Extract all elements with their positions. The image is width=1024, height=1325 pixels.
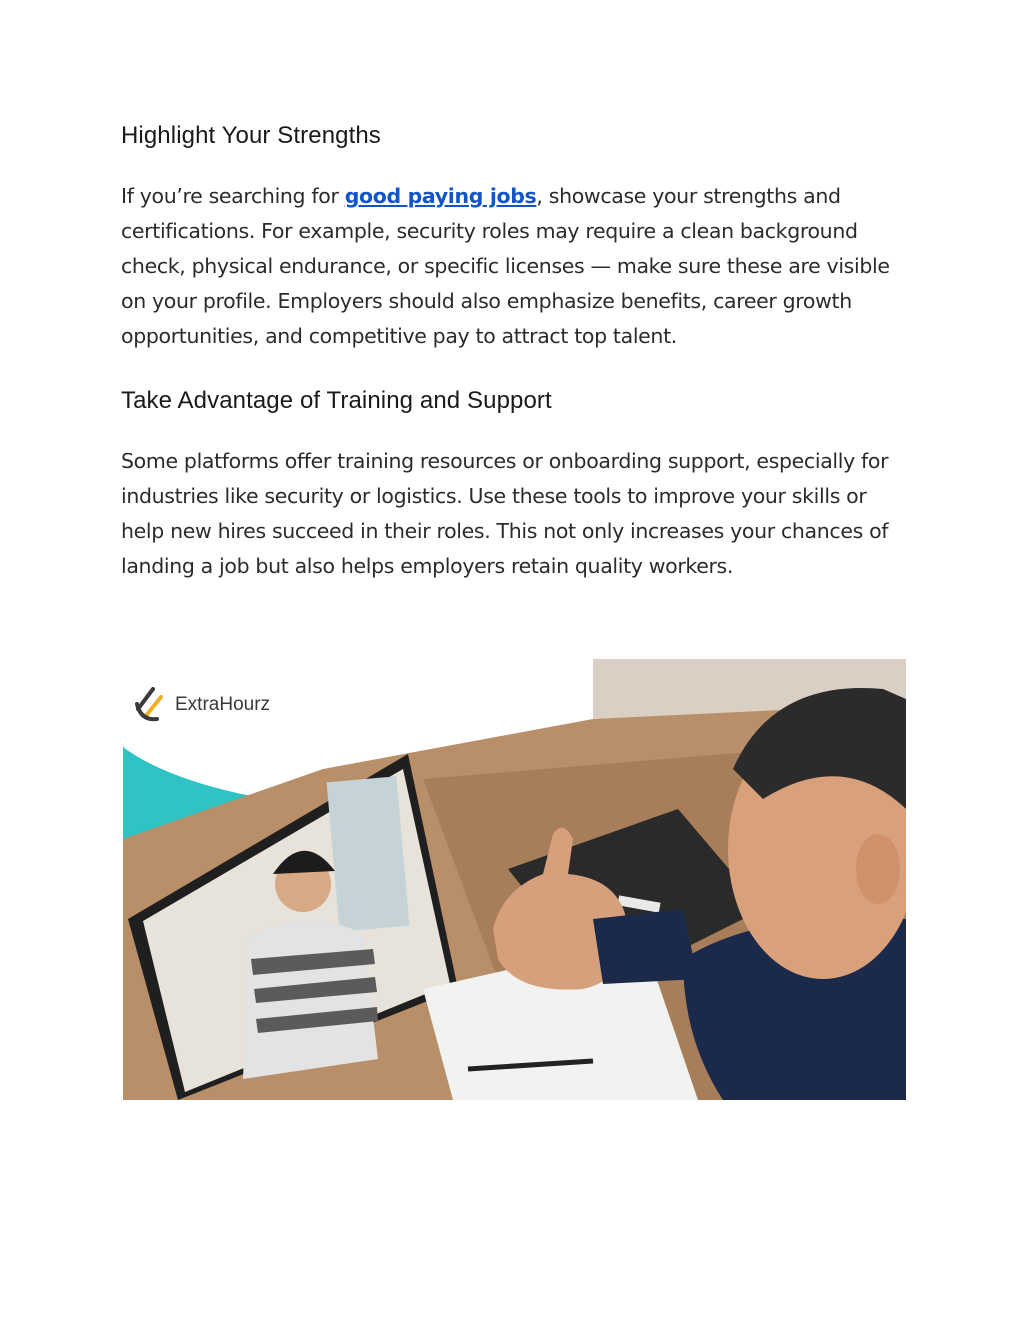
paragraph-text: , showcase your strengths and certifications. For example, security roles may require a clean background check, physical endurance, or specific licenses — make sure these are visible on your profile. Employers should also emphasize benefits, career growth opportunities, and competitive pay to attract top talent. [121,184,890,348]
paragraph-text: If you’re searching for [121,184,345,208]
paragraph-training: Some platforms offer training resources or onboarding support, especially for industries like security or logistics. Use these tools to improve your skills or help new hires succeed in their roles. This not only increases your chances of landing a job but also helps employers retain quality workers. [121,449,889,578]
logo-text: ExtraHourz [175,694,271,715]
good-paying-jobs-link[interactable]: good paying jobs [344,184,537,208]
hero-image [123,659,906,1100]
heading-highlight-strengths: Highlight Your Strengths [121,122,381,149]
paragraph-strengths [121,179,911,354]
heading-training-support: Take Advantage of Training and Support [121,387,552,414]
